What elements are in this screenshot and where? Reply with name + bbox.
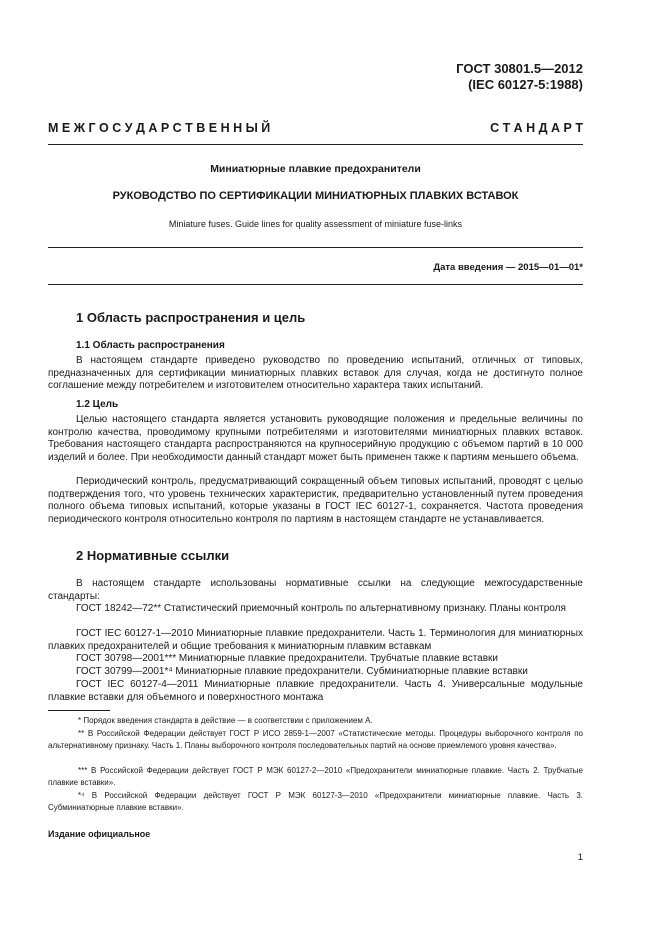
footnote: * Порядок введения стандарта в действие — в соответствии с приложением А. — [78, 716, 373, 725]
section-1-2-text-1: Целью настоящего стандарта является установить руководящие положения и предельные величины по контролю качества, проводимому крупными потребителями и изготовителями миниатюрных плавких вставок. Требования настоящего стандарта распространяются на крупносерийную продукцию с объемом партий в 10 000 изделий и более. При необходимости данный стандарт может быть применен также к партиям меньшего объема. — [48, 414, 583, 463]
section-1-1-heading: 1.1 Область распространения — [76, 340, 225, 351]
footnote: *** В Российской Федерации действует ГОСТ Р МЭК 60127-2—2010 «Предохранители миниатюрные плавкие. Часть 2. Трубчатые плавкие вставки». — [48, 766, 583, 787]
section-2-heading: 2 Нормативные ссылки — [76, 548, 230, 563]
section-1-1-text: В настоящем стандарте приведено руководство по проведению испытаний, отличных от типовых, предназначенных для сертификации миниатюрных плавких вставок для случая, когда не достигнуто полное соглашение между потребителем и изготовителем относительно характера таких испытаний. — [48, 355, 583, 392]
iec-number: (IEC 60127-5:1988) — [468, 77, 583, 92]
english-title: Miniature fuses. Guide lines for quality assessment of miniature fuse-links — [168, 219, 463, 229]
interstate-word: М Е Ж Г О С У Д А Р С Т В Е Н Н Ы Й — [48, 121, 271, 135]
normative-reference: ГОСТ IEC 60127-1—2010 Миниатюрные плавкие предохранители. Часть 1. Терминология для миниатюрных плавких предохранителей и общие требования к миниатюрным плавким вставкам — [48, 628, 583, 652]
date-rule — [48, 284, 583, 285]
intro-date: Дата введения — 2015—01—01* — [433, 262, 583, 273]
footnote: ** В Российской Федерации действует ГОСТ Р ИСО 2859-1—2007 «Статистические методы. Процедуры выборочного контроля по альтернативному признаку. Часть 1. Планы выборочного контроля последовательных партий на основе приемлемого уровня качества». — [48, 729, 583, 750]
standard-word: С Т А Н Д А Р Т — [490, 121, 583, 135]
normative-reference: ГОСТ 30799—2001*⁴ Миниатюрные плавкие предохранители. Субминиатюрные плавкие вставки — [76, 666, 528, 677]
header-rule — [48, 144, 583, 145]
normative-reference: ГОСТ 18242—72** Статистический приемочный контроль по альтернативному признаку. Планы контроля — [76, 603, 566, 614]
footnote-rule — [48, 710, 110, 711]
interstate-standard-banner — [48, 121, 583, 137]
section-1-heading: 1 Область распространения и цель — [76, 310, 306, 325]
document-title: РУКОВОДСТВО ПО СЕРТИФИКАЦИИ МИНИАТЮРНЫХ ПЛАВКИХ ВСТАВОК — [112, 190, 519, 202]
document-identifier — [456, 61, 583, 93]
footnote: *⁴ В Российской Федерации действует ГОСТ Р МЭК 60127-3—2010 «Предохранители миниатюрные плавкие. Часть 3. Субминиатюрные плавкие вставки». — [48, 791, 583, 812]
page-number: 1 — [577, 852, 583, 863]
title-rule — [48, 247, 583, 248]
series-title: Миниатюрные плавкие предохранители — [210, 163, 421, 175]
section-1-2-text-2: Периодический контроль, предусматривающий сокращенный объем типовых испытаний, проводят с целью подтверждения того, что уровень технических характеристик, предварительно установленный путем проведения полного объема типовых испытаний, которые указаны в ГОСТ IEC 60127-1, сохраняется. Частота проведения периодического контроля относительно контроля по партиям в настоящем стандарте не устанавливается. — [48, 476, 583, 525]
normative-reference: ГОСТ IEC 60127-4—2011 Миниатюрные плавкие предохранители. Часть 4. Универсальные модульные плавкие вставки для объемного и поверхностного монтажа — [48, 679, 583, 703]
edition-label: Издание официальное — [48, 829, 151, 839]
doc-number: ГОСТ 30801.5—2012 — [456, 61, 583, 76]
section-2-intro: В настоящем стандарте использованы нормативные ссылки на следующие межгосударственные стандарты: — [48, 578, 583, 602]
section-1-2-heading: 1.2 Цель — [76, 399, 119, 410]
normative-reference: ГОСТ 30798—2001*** Миниатюрные плавкие предохранители. Трубчатые плавкие вставки — [76, 653, 498, 664]
